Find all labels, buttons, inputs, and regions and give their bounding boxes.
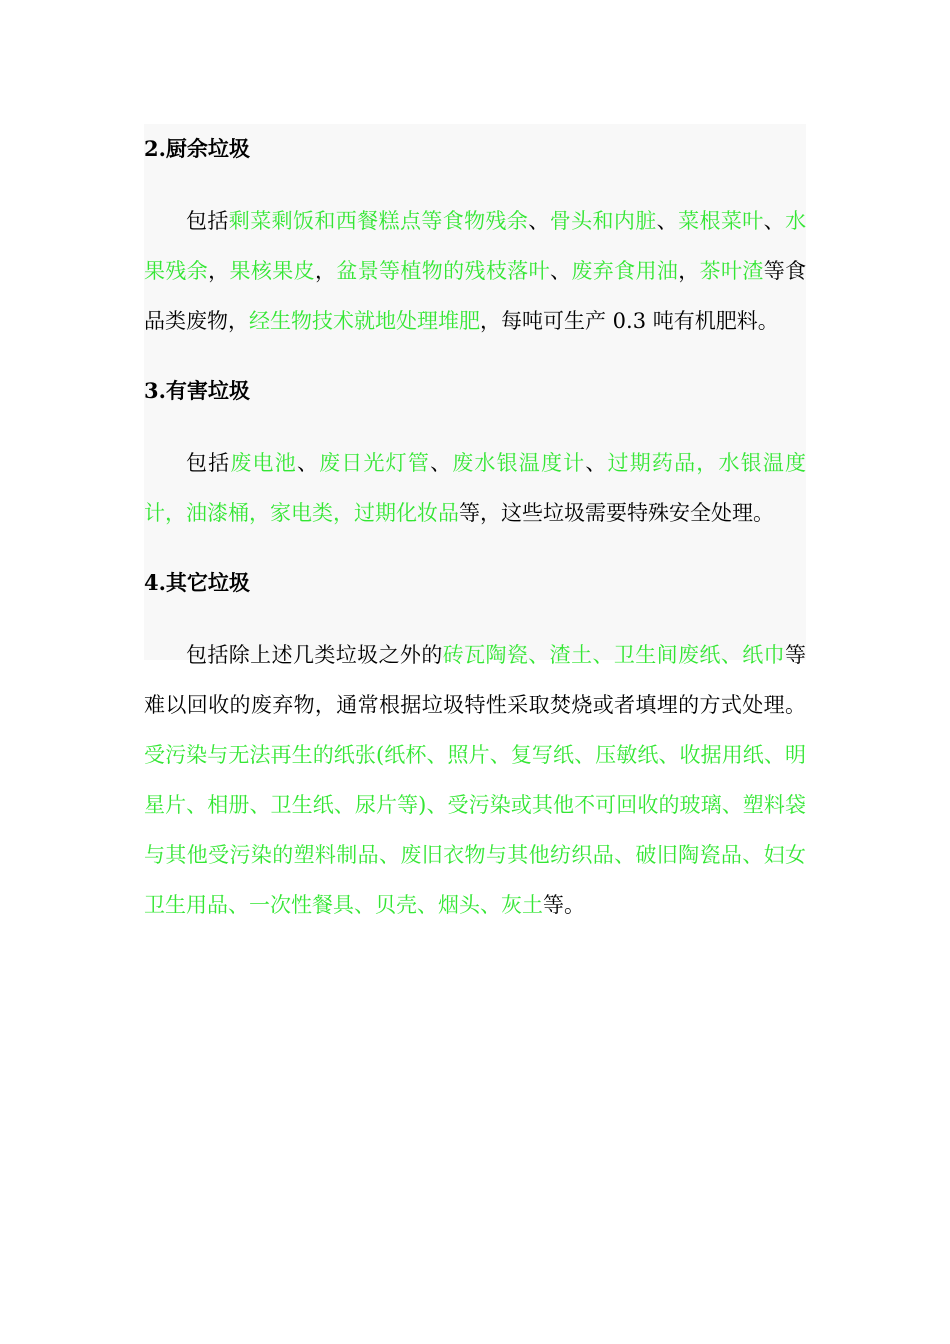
text-run: 包括 xyxy=(186,209,229,233)
text-run: 骨头和内脏 xyxy=(549,209,657,233)
text-run: 废水银温度计 xyxy=(452,451,586,475)
text-run: 过期药品，水银温度计，油漆桶，家电类，过期化妆品 xyxy=(144,451,807,525)
text-run: 、 xyxy=(528,209,550,233)
text-run: 经生物技术就地处理堆肥 xyxy=(249,309,480,333)
text-run: 、 xyxy=(296,451,320,475)
text-run: 废电池 xyxy=(230,451,297,475)
text-run: 盆景等植物的残枝落叶 xyxy=(336,259,550,283)
text-run: 、 xyxy=(585,451,608,475)
document-body xyxy=(144,124,806,930)
text-run: 菜根菜叶 xyxy=(678,209,764,233)
text-run: ， xyxy=(208,259,230,283)
section-paragraph-kitchen-waste xyxy=(144,196,806,346)
text-run: 包括 xyxy=(186,451,231,475)
text-run: 、 xyxy=(550,259,572,283)
text-run: 茶叶渣 xyxy=(699,259,764,283)
text-run: 废弃食用油 xyxy=(571,259,679,283)
section-heading-other-waste: 4.其它垃圾 xyxy=(144,570,250,595)
text-run: ， xyxy=(314,259,337,283)
text-run: 等食品类废物， xyxy=(144,259,807,333)
text-run: 果核果皮 xyxy=(229,259,315,283)
text-run: 等，这些垃圾需要特殊安全处理。 xyxy=(459,501,774,525)
section-paragraph-hazardous-waste xyxy=(144,438,806,538)
section-paragraph-other-waste xyxy=(144,630,806,930)
text-run: 砖瓦陶瓷、渣土、卫生间废纸、纸巾 xyxy=(442,643,786,667)
section-heading-hazardous-waste: 3.有害垃圾 xyxy=(144,378,250,403)
section-heading-kitchen-waste: 2.厨余垃圾 xyxy=(144,136,250,161)
text-run: 受污染与无法再生的纸张(纸杯、照片、复写纸、压敏纸、收据用纸、明星片、相册、卫生纸、尿片等)、受污染或其他不可回收的玻璃、塑料袋与其他受污染的塑料制品、废旧衣物与其他纺织品、破旧陶瓷品、妇女卫生用品、一次性餐具、贝壳、烟头、灰土 xyxy=(144,743,806,917)
text-run: 等难以回收的废弃物，通常根据垃圾特性采取焚烧或者填埋的方式处理。 xyxy=(144,643,807,717)
text-run: 剩菜剩饭和西餐糕点等食物残余 xyxy=(228,209,529,233)
text-run: ，每吨可生产 0.3 吨有机肥料。 xyxy=(480,309,779,333)
text-run: ， xyxy=(678,259,700,283)
text-run: 废日光灯管 xyxy=(319,451,431,475)
text-run: 水果残余 xyxy=(144,209,807,283)
text-run: 、 xyxy=(763,209,786,233)
text-run: 、 xyxy=(430,451,453,475)
text-run: 包括除上述几类垃圾之外的 xyxy=(186,643,443,667)
text-run: 、 xyxy=(656,209,679,233)
text-run: 等。 xyxy=(543,893,585,917)
